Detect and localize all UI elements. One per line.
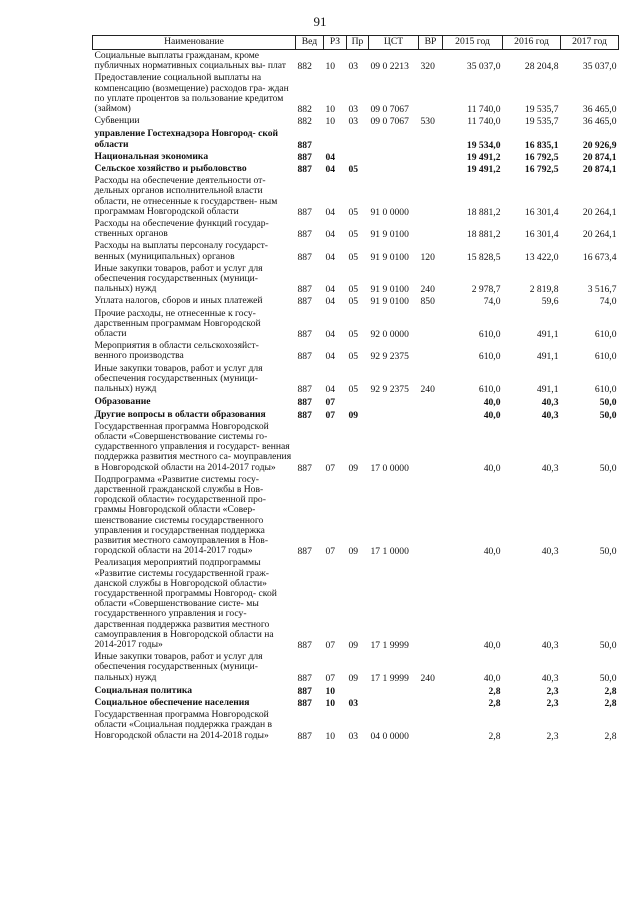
table-row bbox=[93, 163, 619, 175]
table-row bbox=[93, 151, 619, 163]
row-value-2016: 16 301,4 bbox=[524, 206, 559, 218]
row-vr: 530 bbox=[420, 116, 435, 128]
row-vr bbox=[419, 175, 443, 218]
row-value-2015: 18 881,2 bbox=[466, 206, 501, 218]
row-value-2017: 20 264,1 bbox=[582, 229, 617, 241]
row-pr: 05 bbox=[348, 229, 359, 241]
row-pr: 05 bbox=[348, 351, 359, 363]
row-name: Субвенции bbox=[94, 115, 140, 127]
row-value-2016: 40,3 bbox=[541, 409, 559, 421]
row-ved: 887 bbox=[297, 697, 312, 709]
row-value-2016: 40,3 bbox=[541, 672, 559, 684]
table-row bbox=[93, 240, 619, 262]
row-name: Иные закупки товаров, работ и услуг для обеспечения государственных (муници- пальных) нужд bbox=[94, 362, 263, 395]
row-pr: 05 bbox=[348, 164, 359, 176]
row-name: Расходы на обеспечение деятельности от- дельных органов исполнительной власти области, не отнесенные к государствен- ным программам Новгородской области bbox=[94, 175, 278, 217]
row-rz: 07 bbox=[325, 462, 336, 474]
row-value-2016: 16 301,4 bbox=[524, 229, 559, 241]
row-name: Прочие расходы, не отнесенные к госу- дарственным программам Новгородской области bbox=[94, 307, 261, 340]
row-value-2017: 610,0 bbox=[594, 329, 617, 341]
row-pr: 03 bbox=[348, 730, 359, 742]
row-cst: 92 0 0000 bbox=[370, 329, 409, 341]
row-value-2016: 40,3 bbox=[541, 397, 559, 409]
row-value-2016: 16 792,5 bbox=[524, 164, 559, 176]
row-cst bbox=[369, 151, 419, 163]
row-value-2015: 2,8 bbox=[488, 697, 501, 709]
row-value-2016: 2,3 bbox=[546, 697, 559, 709]
row-ved: 887 bbox=[297, 685, 312, 697]
row-value-2017: 50,0 bbox=[599, 672, 617, 684]
row-value-2017: 2,8 bbox=[604, 697, 617, 709]
row-cst: 91 0 0000 bbox=[370, 206, 409, 218]
row-vr bbox=[419, 151, 443, 163]
row-value-2016: 19 535,7 bbox=[524, 116, 559, 128]
row-vr bbox=[419, 421, 443, 474]
row-value-2017: 20 926,9 bbox=[582, 139, 617, 151]
row-value-2016: 28 204,8 bbox=[524, 61, 559, 73]
table-row bbox=[93, 363, 619, 396]
row-value-2016: 491,1 bbox=[536, 384, 559, 396]
row-vr bbox=[419, 395, 443, 408]
table-row bbox=[93, 697, 619, 709]
row-value-2015: 11 740,0 bbox=[467, 116, 501, 128]
row-pr: 09 bbox=[348, 672, 359, 684]
row-ved: 887 bbox=[297, 546, 312, 558]
row-ved: 887 bbox=[297, 229, 312, 241]
row-vr: 120 bbox=[420, 251, 435, 263]
row-value-2016: 40,3 bbox=[541, 546, 559, 558]
table-row bbox=[93, 295, 619, 307]
row-name: Социальное обеспечение населения bbox=[94, 696, 250, 708]
row-ved: 887 bbox=[297, 329, 312, 341]
row-vr bbox=[419, 697, 443, 709]
row-pr: 05 bbox=[348, 296, 359, 308]
row-value-2015: 40,0 bbox=[483, 546, 501, 558]
table-row bbox=[93, 684, 619, 697]
row-rz: 07 bbox=[325, 672, 336, 684]
row-name: Реализация мероприятий подпрограммы «Развитие системы государственной граж- данской службы в Новгородской области» государственной программы Новгород- ской области «Совершенствование систе- мы государственного управления и госу- дарственная поддержка развития местного самоуправления в Новгородской области на 2014-2017 годы» bbox=[94, 557, 277, 650]
table-row bbox=[93, 409, 619, 421]
row-vr: 240 bbox=[420, 672, 435, 684]
row-ved: 887 bbox=[297, 730, 312, 742]
table-row bbox=[93, 218, 619, 240]
row-rz: 10 bbox=[325, 730, 336, 742]
row-vr bbox=[419, 308, 443, 341]
header-2015: 2015 год bbox=[443, 36, 503, 50]
row-value-2016: 40,3 bbox=[541, 462, 559, 474]
row-value-2016: 19 535,7 bbox=[524, 104, 559, 116]
row-vr: 320 bbox=[420, 61, 435, 73]
row-rz: 10 bbox=[325, 104, 336, 116]
row-value-2015: 610,0 bbox=[478, 384, 501, 396]
row-rz: 07 bbox=[325, 639, 336, 651]
row-pr: 05 bbox=[348, 206, 359, 218]
row-value-2017: 3 516,7 bbox=[587, 284, 617, 296]
row-ved: 887 bbox=[297, 397, 312, 409]
header-cst: ЦСТ bbox=[369, 36, 419, 50]
row-value-2017: 20 874,1 bbox=[582, 164, 617, 176]
row-vr: 240 bbox=[420, 384, 435, 396]
row-cst: 09 0 2213 bbox=[370, 61, 409, 73]
row-name: Образование bbox=[94, 396, 151, 408]
header-vr: ВР bbox=[419, 36, 443, 50]
row-ved: 882 bbox=[297, 61, 312, 73]
row-cst: 91 9 0100 bbox=[370, 284, 409, 296]
row-value-2015: 74,0 bbox=[483, 296, 501, 308]
row-rz: 10 bbox=[325, 685, 336, 697]
row-value-2016: 2 819,8 bbox=[529, 284, 559, 296]
row-rz: 04 bbox=[325, 351, 336, 363]
row-name: Социальные выплаты гражданам, кроме публичных нормативных социальных вы- плат bbox=[94, 50, 286, 72]
row-name: Иные закупки товаров, работ и услуг для обеспечения государственных (муници- пальных) нужд bbox=[94, 262, 263, 295]
row-pr: 05 bbox=[348, 284, 359, 296]
row-vr bbox=[419, 557, 443, 651]
header-ved: Вед bbox=[296, 36, 324, 50]
row-rz: 04 bbox=[325, 151, 336, 163]
page-number: 91 bbox=[313, 14, 327, 29]
row-value-2017: 50,0 bbox=[599, 409, 617, 421]
row-value-2017: 610,0 bbox=[594, 384, 617, 396]
row-ved: 887 bbox=[297, 139, 312, 151]
row-cst: 17 1 9999 bbox=[370, 672, 409, 684]
row-value-2017: 2,8 bbox=[604, 730, 617, 742]
row-cst: 17 1 0000 bbox=[370, 546, 409, 558]
row-name: Государственная программа Новгородской области «Совершенствование системы го- сударственного управления и государст- венная поддержка развития местного са- моуправления в Новгородской области на 2014-2017 годы» bbox=[94, 420, 292, 473]
row-cst: 17 1 9999 bbox=[370, 639, 409, 651]
table-row bbox=[93, 474, 619, 558]
row-vr bbox=[419, 409, 443, 421]
row-value-2016: 40,3 bbox=[541, 639, 559, 651]
row-name: Другие вопросы в области образования bbox=[94, 408, 266, 420]
row-cst: 91 9 0100 bbox=[370, 251, 409, 263]
row-pr: 03 bbox=[348, 697, 359, 709]
row-ved: 887 bbox=[297, 206, 312, 218]
row-vr bbox=[419, 474, 443, 558]
row-ved: 887 bbox=[297, 672, 312, 684]
row-value-2015: 35 037,0 bbox=[466, 61, 501, 73]
row-name: Государственная программа Новгородской области «Социальная поддержка граждан в Новгородской области на 2014-2018 годы» bbox=[94, 709, 273, 741]
table-row bbox=[93, 308, 619, 341]
table-header-row bbox=[93, 36, 619, 50]
row-value-2017: 35 037,0 bbox=[582, 61, 617, 73]
row-value-2015: 11 740,0 bbox=[467, 104, 501, 116]
row-vr: 240 bbox=[420, 284, 435, 296]
table-row bbox=[93, 263, 619, 296]
row-value-2015: 40,0 bbox=[483, 639, 501, 651]
row-cst: 17 0 0000 bbox=[370, 462, 409, 474]
row-vr bbox=[419, 709, 443, 742]
row-rz: 10 bbox=[325, 697, 336, 709]
row-rz: 07 bbox=[325, 546, 336, 558]
header-rz: РЗ bbox=[324, 36, 347, 50]
row-cst bbox=[369, 697, 419, 709]
row-cst: 09 0 7067 bbox=[370, 104, 409, 116]
row-value-2015: 2,8 bbox=[488, 730, 501, 742]
row-pr: 05 bbox=[348, 329, 359, 341]
row-rz: 10 bbox=[325, 116, 336, 128]
row-value-2016: 16 835,1 bbox=[524, 139, 559, 151]
table-row bbox=[93, 127, 619, 150]
row-cst bbox=[369, 684, 419, 697]
row-name: Расходы на выплаты персоналу государст- венных (муниципальных) органов bbox=[94, 240, 268, 262]
row-cst: 91 9 0100 bbox=[370, 296, 409, 308]
row-ved: 887 bbox=[297, 639, 312, 651]
budget-table bbox=[92, 35, 619, 742]
row-pr: 03 bbox=[348, 104, 359, 116]
row-vr bbox=[419, 72, 443, 115]
row-value-2015: 19 534,0 bbox=[466, 139, 501, 151]
row-pr: 09 bbox=[348, 409, 359, 421]
row-value-2017: 20 874,1 bbox=[582, 151, 617, 163]
row-ved: 882 bbox=[297, 104, 312, 116]
row-rz: 07 bbox=[325, 397, 336, 409]
row-vr bbox=[419, 127, 443, 150]
row-value-2015: 40,0 bbox=[483, 672, 501, 684]
row-pr: 03 bbox=[348, 61, 359, 73]
row-value-2016: 2,3 bbox=[546, 730, 559, 742]
row-value-2015: 2 978,7 bbox=[471, 284, 501, 296]
row-vr bbox=[419, 218, 443, 240]
row-value-2015: 40,0 bbox=[483, 397, 501, 409]
row-name: Национальная экономика bbox=[94, 150, 209, 162]
row-ved: 887 bbox=[297, 251, 312, 263]
row-pr bbox=[347, 684, 369, 697]
row-value-2017: 16 673,4 bbox=[582, 251, 617, 263]
row-pr: 09 bbox=[348, 546, 359, 558]
row-vr bbox=[419, 340, 443, 362]
row-rz: 04 bbox=[325, 251, 336, 263]
row-value-2017: 50,0 bbox=[599, 397, 617, 409]
row-value-2017: 36 465,0 bbox=[582, 116, 617, 128]
header-pr: Пр bbox=[347, 36, 369, 50]
row-value-2015: 18 881,2 bbox=[466, 229, 501, 241]
row-ved: 887 bbox=[297, 409, 312, 421]
row-rz: 04 bbox=[325, 164, 336, 176]
row-cst bbox=[369, 163, 419, 175]
row-ved: 887 bbox=[297, 284, 312, 296]
row-name: Предоставление социальной выплаты на компенсацию (возмещение) расходов гра- ждан по уплате процентов за пользование кредитом (займом) bbox=[94, 72, 289, 115]
row-rz: 04 bbox=[325, 284, 336, 296]
row-value-2017: 50,0 bbox=[599, 546, 617, 558]
row-value-2015: 40,0 bbox=[483, 409, 501, 421]
row-ved: 887 bbox=[297, 462, 312, 474]
row-ved: 882 bbox=[297, 116, 312, 128]
row-pr bbox=[347, 395, 369, 408]
row-value-2016: 491,1 bbox=[536, 329, 559, 341]
row-rz: 04 bbox=[325, 229, 336, 241]
row-value-2017: 2,8 bbox=[604, 685, 617, 697]
table-row bbox=[93, 557, 619, 651]
row-cst: 04 0 0000 bbox=[370, 730, 409, 742]
table-row bbox=[93, 50, 619, 73]
row-value-2015: 15 828,5 bbox=[466, 251, 501, 263]
table-row bbox=[93, 709, 619, 742]
row-name: Уплата налогов, сборов и иных платежей bbox=[94, 295, 263, 307]
row-value-2016: 59,6 bbox=[541, 296, 559, 308]
row-pr: 09 bbox=[348, 462, 359, 474]
row-value-2017: 74,0 bbox=[599, 296, 617, 308]
row-value-2016: 13 422,0 bbox=[524, 251, 559, 263]
row-value-2016: 2,3 bbox=[546, 685, 559, 697]
header-name: Наименование bbox=[93, 36, 296, 50]
row-vr bbox=[419, 163, 443, 175]
row-rz: 04 bbox=[325, 206, 336, 218]
row-ved: 887 bbox=[297, 151, 312, 163]
row-value-2017: 50,0 bbox=[599, 462, 617, 474]
row-value-2015: 19 491,2 bbox=[466, 151, 501, 163]
row-vr bbox=[419, 684, 443, 697]
row-value-2017: 610,0 bbox=[594, 351, 617, 363]
header-2016: 2016 год bbox=[503, 36, 561, 50]
row-name: Расходы на обеспечение функций государ- ственных органов bbox=[94, 218, 269, 240]
row-rz bbox=[324, 127, 347, 150]
row-ved: 887 bbox=[297, 384, 312, 396]
row-pr bbox=[347, 127, 369, 150]
row-cst: 92 9 2375 bbox=[370, 384, 409, 396]
row-cst: 91 9 0100 bbox=[370, 229, 409, 241]
row-value-2016: 16 792,5 bbox=[524, 151, 559, 163]
row-value-2015: 40,0 bbox=[483, 462, 501, 474]
row-value-2017: 50,0 bbox=[599, 639, 617, 651]
header-2017: 2017 год bbox=[561, 36, 619, 50]
row-cst: 09 0 7067 bbox=[370, 116, 409, 128]
row-name: Подпрограмма «Развитие системы госу- дарственной гражданской службы в Нов- городской области» государственной про- граммы Новгородской области «Совер- шенствование системы государственного управления и государственная поддержка развития местного самоуправления в Нов- городской области на 2014-2017 годы» bbox=[94, 473, 269, 557]
table-row bbox=[93, 340, 619, 362]
row-name: управление Гостехнадзора Новгород- ской области bbox=[94, 128, 279, 150]
row-value-2016: 491,1 bbox=[536, 351, 559, 363]
table-row bbox=[93, 115, 619, 127]
row-rz: 04 bbox=[325, 329, 336, 341]
row-name: Социальная политика bbox=[94, 684, 193, 696]
row-value-2015: 2,8 bbox=[488, 685, 501, 697]
row-ved: 887 bbox=[297, 164, 312, 176]
row-cst bbox=[369, 395, 419, 408]
row-value-2015: 610,0 bbox=[478, 329, 501, 341]
row-value-2017: 20 264,1 bbox=[582, 206, 617, 218]
row-name: Мероприятия в области сельскохозяйст- венного производства bbox=[94, 340, 259, 362]
row-pr: 03 bbox=[348, 116, 359, 128]
table-row bbox=[93, 421, 619, 474]
table-row bbox=[93, 175, 619, 218]
row-value-2017: 36 465,0 bbox=[582, 104, 617, 116]
row-rz: 10 bbox=[325, 61, 336, 73]
row-pr: 09 bbox=[348, 639, 359, 651]
row-cst bbox=[369, 127, 419, 150]
row-rz: 04 bbox=[325, 384, 336, 396]
row-ved: 887 bbox=[297, 351, 312, 363]
row-pr: 05 bbox=[348, 251, 359, 263]
table-body bbox=[93, 50, 619, 742]
row-ved: 887 bbox=[297, 296, 312, 308]
table-row bbox=[93, 72, 619, 115]
row-vr: 850 bbox=[420, 296, 435, 308]
row-cst bbox=[369, 409, 419, 421]
row-name: Иные закупки товаров, работ и услуг для обеспечения государственных (муници- пальных) нужд bbox=[94, 651, 263, 683]
row-pr bbox=[347, 151, 369, 163]
row-rz: 07 bbox=[325, 409, 336, 421]
row-value-2015: 19 491,2 bbox=[466, 164, 501, 176]
row-cst: 92 9 2375 bbox=[370, 351, 409, 363]
row-name: Сельское хозяйство и рыболовство bbox=[94, 163, 247, 175]
table-row bbox=[93, 395, 619, 408]
row-rz: 04 bbox=[325, 296, 336, 308]
row-value-2015: 610,0 bbox=[478, 351, 501, 363]
table-row bbox=[93, 651, 619, 684]
row-pr: 05 bbox=[348, 384, 359, 396]
